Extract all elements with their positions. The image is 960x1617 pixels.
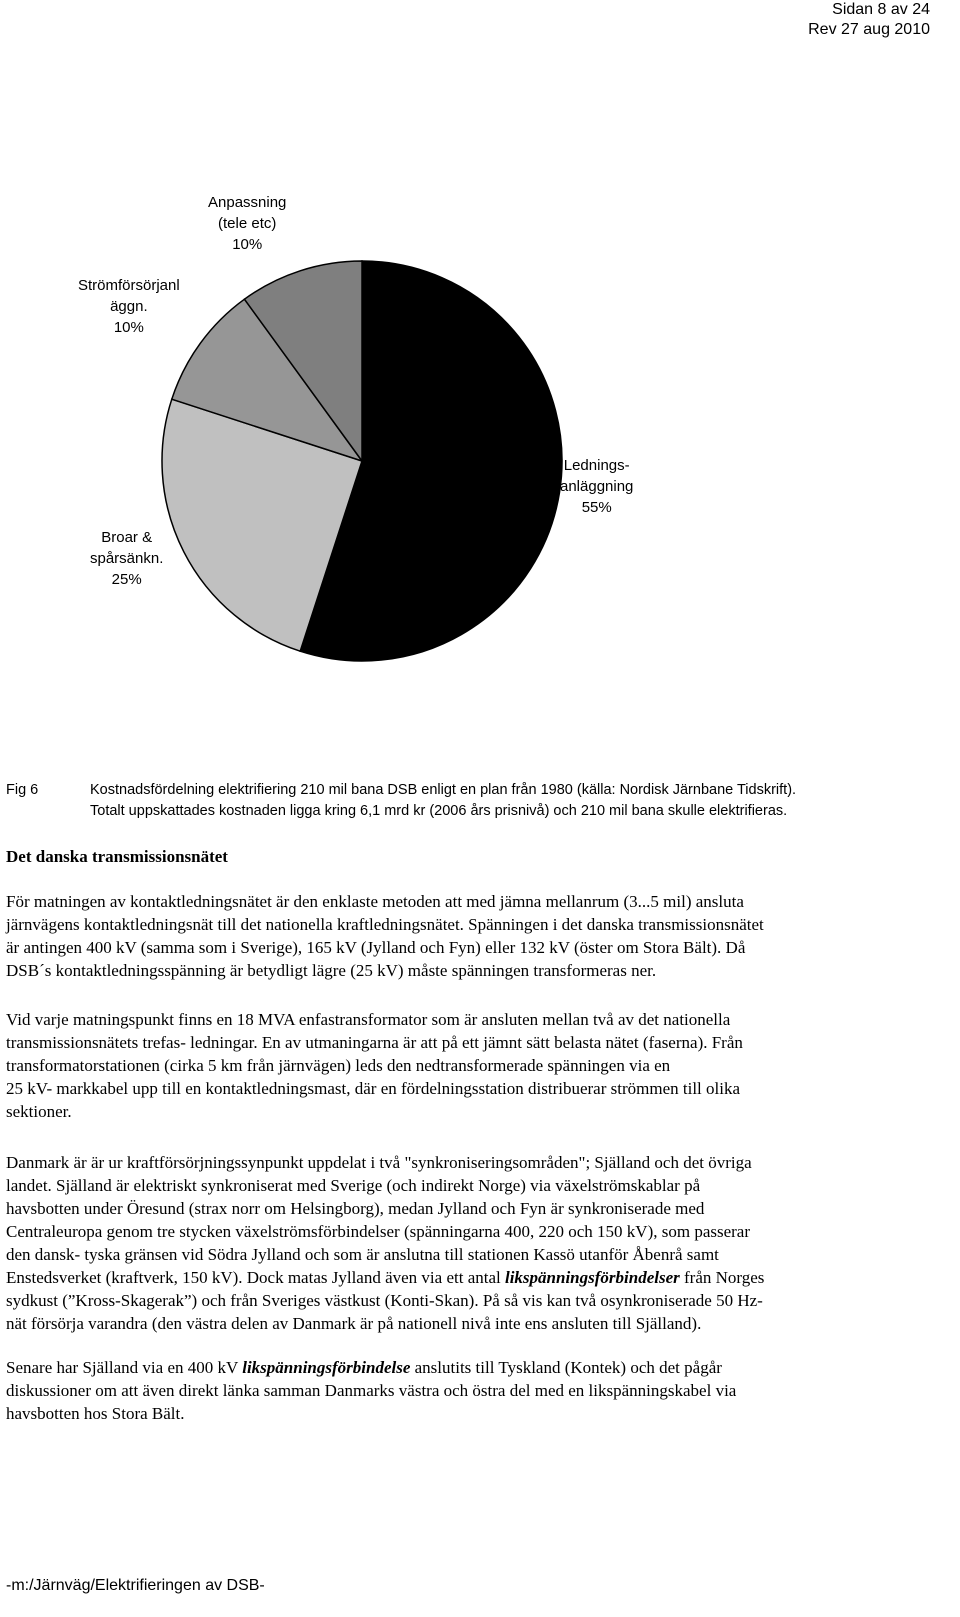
paragraph-line: 25 kV- markkabel upp till en kontaktledningsmast, där en fördelningsstation distribuerar strömmen till olika [6,1079,741,1098]
pie-label-line: Anpassning [208,194,287,211]
page-number: Sidan 8 av 24 [832,1,930,18]
paragraph-line [6,1266,946,1289]
pie-label-line: Broar & [101,529,153,546]
caption-line: Kostnadsfördelning elektrifiering 210 mil bana DSB enligt en plan från 1980 (källa: Nordisk Järnbane Tidskrift). [90,782,797,798]
footer-path: -m:/Järnväg/Elektrifieringen av DSB- [6,1577,265,1594]
text-run: från Norges [679,1268,765,1287]
pie-label-line: 10% [113,319,144,336]
figure-caption-text [90,780,946,822]
pie-label-line: Strömförsörjanl [78,277,180,294]
paragraph-line: Vid varje matningspunkt finns en 18 MVA enfastransformator som är ansluten mellan två av det nationella [6,1010,731,1029]
paragraph-line: är antingen 400 kV (samma som i Sverige), 165 kV (Jylland och Fyn) eller 132 kV (öster om Stora Bält). Då [6,938,746,957]
pie-label-anpassning [208,192,286,255]
text-run: anslutits till Tyskland (Kontek) och det pågår [410,1358,722,1377]
paragraph-matning [6,890,946,982]
emphasized-term: likspänningsförbindelse [242,1358,411,1377]
paragraph-line: transmissionsnätets trefas- ledningar. En av utmaningarna är att på ett jämnt sätt belasta nätet (faserna). Från [6,1033,743,1052]
pie-label-stromforsorjning [78,275,180,338]
caption-line: Totalt uppskattades kostnaden ligga kring 6,1 mrd kr (2006 års prisnivå) och 210 mil bana skulle elektrifieras. [90,803,788,819]
paragraph-line: diskussioner om att även direkt länka samman Danmarks västra och östra del med en likspänningskabel via [6,1381,737,1400]
emphasized-term: likspänningsförbindelser [504,1268,680,1287]
pie-label-line: 55% [581,499,612,516]
paragraph-matningspunkt [6,1008,946,1123]
text-run: Senare har Själland via en 400 kV [6,1358,243,1377]
paragraph-line: landet. Själland är elektriskt synkroniserat med Sverige (och indirekt Norge) via växelströmskablar på [6,1176,701,1195]
figure-label: Fig 6 [6,782,39,798]
pie-label-line: 25% [111,571,142,588]
figure-caption [6,780,946,822]
page-header [808,0,930,40]
paragraph-line: havsbotten hos Stora Bält. [6,1404,185,1423]
pie-label-line: spårsänkn. [90,550,164,567]
section-heading: Det danska transmissionsnätet [6,847,228,866]
paragraph-line [6,1356,946,1379]
revision-date: Rev 27 aug 2010 [808,21,930,38]
pie-label-line: Lednings- [563,457,630,474]
paragraph-line: nät försörja varandra (den västra delen av Danmark är på nationell nivå inte ens ansluten till Själland). [6,1314,702,1333]
paragraph-line: havsbotten under Öresund (strax norr om Helsingborg), medan Jylland och Fyn är synkroniserade med [6,1199,705,1218]
text-run: Enstedsverket (kraftverk, 150 kV). Dock matas Jylland även via ett antal [6,1268,505,1287]
pie-svg [0,180,960,680]
paragraph-synkronisering [6,1151,946,1335]
cost-distribution-pie-chart [0,180,960,680]
paragraph-line: den dansk- tyska gränsen vid Södra Jylland och som är anslutna till stationen Kassö utanför Åbenrå samt [6,1245,719,1264]
paragraph-kontek [6,1356,946,1425]
paragraph-line: sydkust (”Kross-Skagerak”) och från Sveriges västkust (Konti-Skan). På så vis kan två osynkroniserade 50 Hz- [6,1291,763,1310]
pie-label-ledningsanlaggning [560,455,633,518]
paragraph-line: För matningen av kontaktledningsnätet är den enklaste metoden att med jämna mellanrum (3...5 mil) ansluta [6,892,744,911]
paragraph-line: järnvägens kontaktledningsnät till det nationella kraftledningsnätet. Spänningen i det danska transmissionsnätet [6,915,764,934]
paragraph-line: DSB´s kontaktledningsspänning är betydligt lägre (25 kV) måste spänningen transformeras ner. [6,961,657,980]
paragraph-line: Centraleuropa genom tre stycken växelströmsförbindelser (spänningarna 400, 220 och 150 kV), som passerar [6,1222,751,1241]
paragraph-line: sektioner. [6,1102,72,1121]
pie-label-line: (tele etc) [218,215,277,232]
paragraph-line: Danmark är är ur kraftförsörjningssynpunkt uppdelat i två "synkroniseringsområden"; Själland och det övriga [6,1153,752,1172]
pie-label-line: 10% [232,236,263,253]
pie-label-line: anläggning [560,478,634,495]
paragraph-line: transformatorstationen (cirka 5 km från järnvägen) leds den nedtransformerade spänningen via en [6,1056,671,1075]
pie-label-line: äggn. [110,298,148,315]
pie-label-broar [90,527,163,590]
